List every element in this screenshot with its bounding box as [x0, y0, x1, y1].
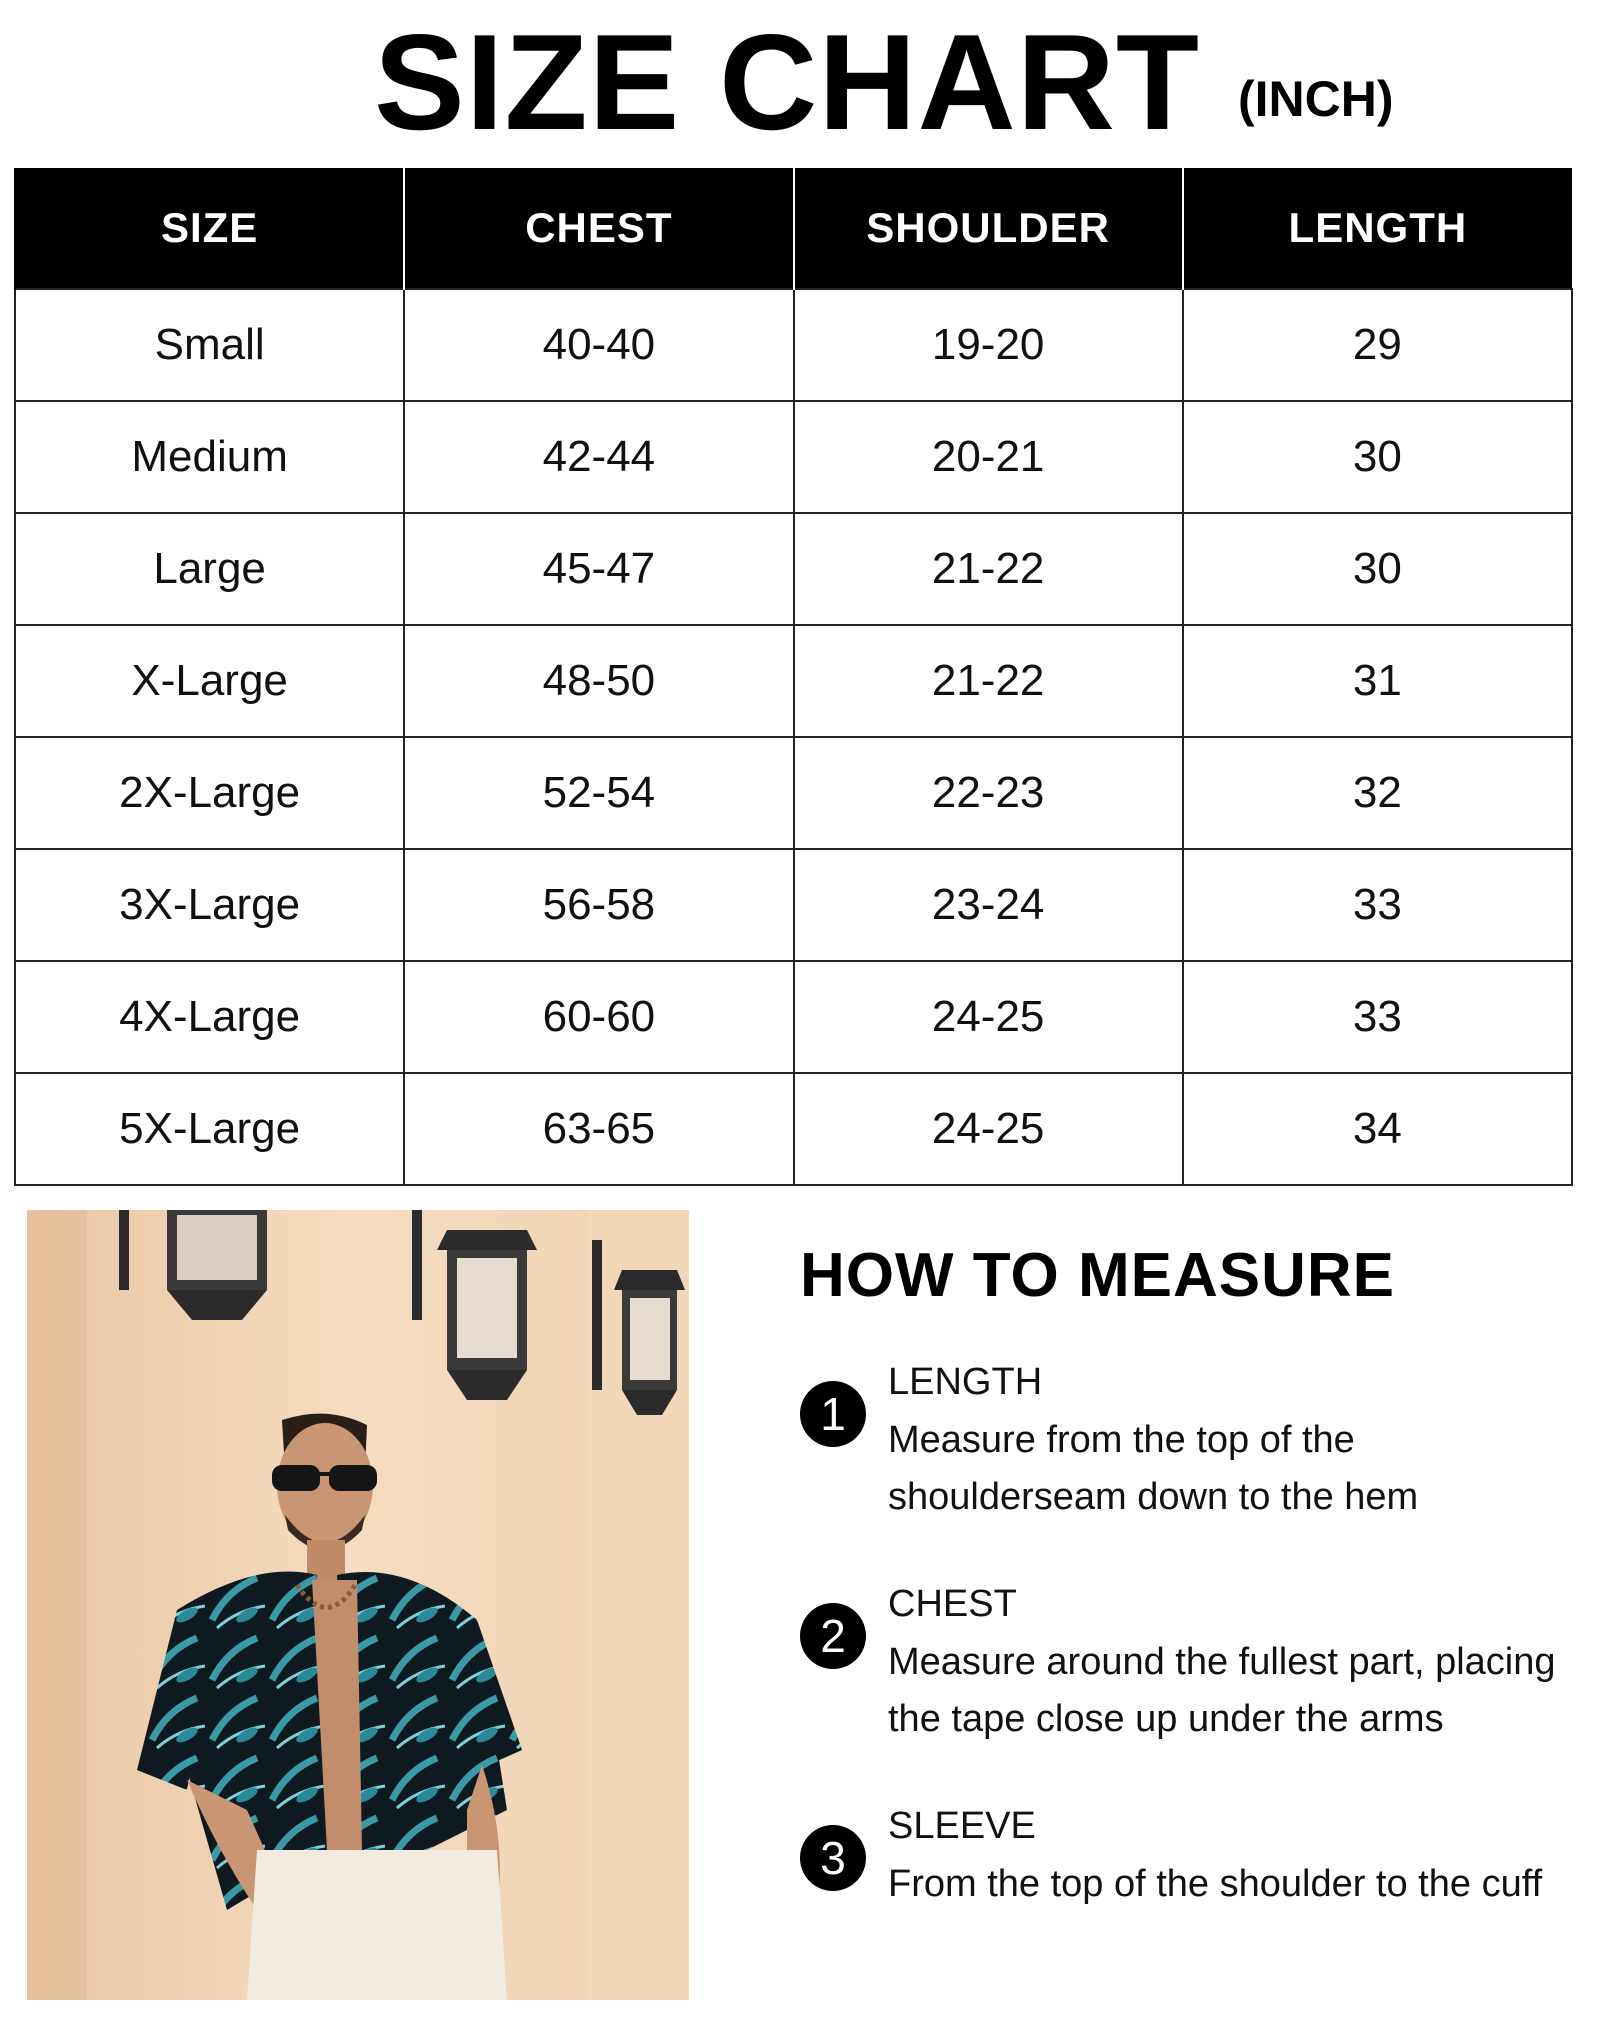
- size-table: [14, 168, 1573, 1186]
- step-number-badge: 1: [800, 1381, 866, 1447]
- model-illustration: [27, 1210, 689, 2000]
- how-to-measure-section: [800, 1240, 1590, 2027]
- size-cell: 5X-Large: [15, 1073, 404, 1185]
- how-to-measure-title: HOW TO MEASURE: [800, 1241, 1395, 1310]
- chest-cell: 48-50: [404, 625, 793, 737]
- step-number-badge: 3: [800, 1825, 866, 1891]
- table-row: [15, 289, 1572, 401]
- length-cell: 30: [1183, 401, 1572, 513]
- length-cell: 32: [1183, 737, 1572, 849]
- shoulder-cell: 19-20: [794, 289, 1183, 401]
- length-cell: 31: [1183, 625, 1572, 737]
- chest-cell: 60-60: [404, 961, 793, 1073]
- shoulder-cell: 21-22: [794, 625, 1183, 737]
- step-description-line: Measure from the top of the: [888, 1419, 1355, 1461]
- step-number-badge: 2: [800, 1603, 866, 1669]
- size-cell: X-Large: [15, 625, 404, 737]
- size-cell: Medium: [15, 401, 404, 513]
- column-header-length: LENGTH: [1183, 168, 1572, 289]
- step-description-line: the tape close up under the arms: [888, 1698, 1444, 1740]
- size-cell: Small: [15, 289, 404, 401]
- chest-cell: 42-44: [404, 401, 793, 513]
- chest-cell: 63-65: [404, 1073, 793, 1185]
- column-header-chest: CHEST: [404, 168, 793, 289]
- length-cell: 30: [1183, 513, 1572, 625]
- shoulder-cell: 24-25: [794, 1073, 1183, 1185]
- shoulder-cell: 22-23: [794, 737, 1183, 849]
- header: [0, 0, 1600, 160]
- shoulder-cell: 24-25: [794, 961, 1183, 1073]
- length-cell: 34: [1183, 1073, 1572, 1185]
- unit-label: (INCH): [1238, 71, 1394, 127]
- shoulder-cell: 20-21: [794, 401, 1183, 513]
- table-row: [15, 513, 1572, 625]
- chest-cell: 40-40: [404, 289, 793, 401]
- step-heading: CHEST: [888, 1583, 1017, 1625]
- shoulder-cell: 21-22: [794, 513, 1183, 625]
- table-row: [15, 737, 1572, 849]
- chest-cell: 45-47: [404, 513, 793, 625]
- size-cell: 4X-Large: [15, 961, 404, 1073]
- step-description-line: From the top of the shoulder to the cuff: [888, 1863, 1543, 1905]
- table-row: [15, 401, 1572, 513]
- size-cell: Large: [15, 513, 404, 625]
- measure-step-length: [800, 1361, 1590, 1583]
- measure-step-sleeve: [800, 1805, 1590, 2027]
- measure-step-chest: [800, 1583, 1590, 1805]
- model-photo: [27, 1210, 689, 2000]
- size-cell: 2X-Large: [15, 737, 404, 849]
- step-heading: SLEEVE: [888, 1805, 1036, 1847]
- step-description-line: Measure around the fullest part, placing: [888, 1641, 1556, 1683]
- size-cell: 3X-Large: [15, 849, 404, 961]
- step-description-line: shoulderseam down to the hem: [888, 1476, 1419, 1518]
- length-cell: 33: [1183, 849, 1572, 961]
- chest-cell: 56-58: [404, 849, 793, 961]
- table-header-row: [15, 168, 1572, 289]
- step-heading: LENGTH: [888, 1361, 1043, 1403]
- table-row: [15, 625, 1572, 737]
- page-title: SIZE CHART: [374, 6, 1200, 158]
- table-row: [15, 1073, 1572, 1185]
- column-header-shoulder: SHOULDER: [794, 168, 1183, 289]
- length-cell: 33: [1183, 961, 1572, 1073]
- length-cell: 29: [1183, 289, 1572, 401]
- column-header-size: SIZE: [15, 168, 404, 289]
- table-row: [15, 849, 1572, 961]
- table-row: [15, 961, 1572, 1073]
- chest-cell: 52-54: [404, 737, 793, 849]
- shoulder-cell: 23-24: [794, 849, 1183, 961]
